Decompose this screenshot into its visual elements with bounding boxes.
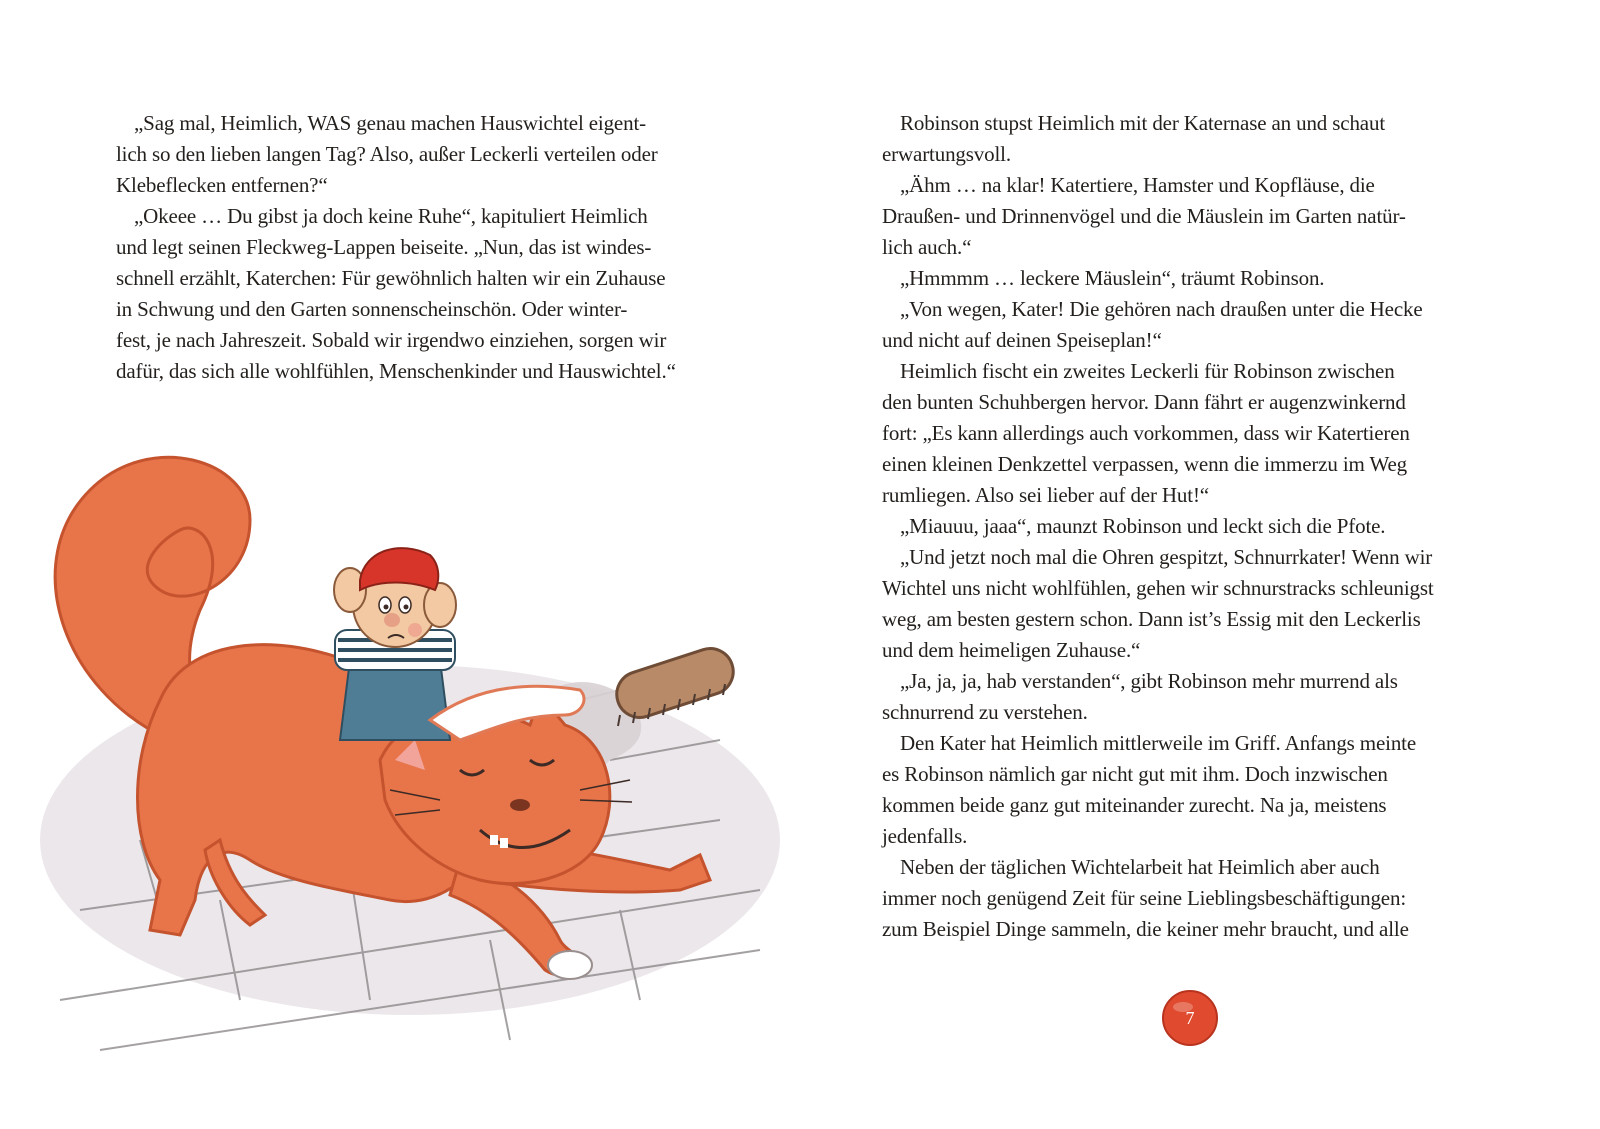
text-line: erwartungsvoll. bbox=[882, 142, 1011, 166]
text-line: immer noch genügend Zeit für seine Lieblingsbeschäftigungen: bbox=[882, 886, 1407, 910]
text-line: Den Kater hat Heimlich mittlerweile im Griff. Anfangs meinte bbox=[900, 731, 1417, 755]
text-line: Draußen- und Drinnenvögel und die Mäuslein im Garten natür- bbox=[882, 204, 1406, 228]
text-line: schnurrend zu verstehen. bbox=[882, 700, 1088, 724]
text-line: „Okeee … Du gibst ja doch keine Ruhe“, kapituliert Heimlich bbox=[134, 204, 648, 228]
text-line: „Und jetzt noch mal die Ohren gespitzt, Schnurrkater! Wenn wir bbox=[900, 545, 1433, 569]
text-line: es Robinson nämlich gar nicht gut mit ihm. Doch inzwischen bbox=[882, 762, 1388, 786]
text-line: „Ähm … na klar! Katertiere, Hamster und Kopfläuse, die bbox=[900, 173, 1375, 197]
text-line: schnell erzählt, Katerchen: Für gewöhnlich halten wir ein Zuhause bbox=[116, 266, 666, 290]
text-line: kommen beide ganz gut miteinander zurecht. Na ja, meistens bbox=[882, 793, 1387, 817]
left-page-text bbox=[116, 108, 716, 387]
brush-icon bbox=[611, 643, 739, 726]
text-line: „Sag mal, Heimlich, WAS genau machen Hauswichtel eigent- bbox=[134, 111, 646, 135]
right-page-text bbox=[882, 108, 1482, 945]
text-line: fort: „Es kann allerdings auch vorkommen, dass wir Katertieren bbox=[882, 421, 1410, 445]
text-line: rumliegen. Also sei lieber auf der Hut!“ bbox=[882, 483, 1209, 507]
text-line: und legt seinen Fleckweg-Lappen beiseite. „Nun, das ist windes- bbox=[116, 235, 652, 259]
text-line: „Von wegen, Kater! Die gehören nach draußen unter die Hecke bbox=[900, 297, 1423, 321]
gnome-icon bbox=[334, 548, 456, 740]
page-number-badge bbox=[1161, 989, 1219, 1047]
text-line: in Schwung und den Garten sonnenscheinschön. Oder winter- bbox=[116, 297, 628, 321]
text-line: fest, je nach Jahreszeit. Sobald wir irgendwo einziehen, sorgen wir bbox=[116, 328, 667, 352]
right-page bbox=[800, 0, 1600, 1129]
text-line: Heimlich fischt ein zweites Leckerli für Robinson zwischen bbox=[900, 359, 1395, 383]
text-line: einen kleinen Denkzettel verpassen, wenn die immerzu im Weg bbox=[882, 452, 1407, 476]
text-line: Neben der täglichen Wichtelarbeit hat Heimlich aber auch bbox=[900, 855, 1380, 879]
text-line: weg, am besten gestern schon. Dann ist’s Essig mit den Leckerlis bbox=[882, 607, 1421, 631]
text-line: Wichtel uns nicht wohlfühlen, gehen wir schnurstracks schleunigst bbox=[882, 576, 1434, 600]
gnome-overalls bbox=[340, 660, 450, 740]
text-line: und dem heimeligen Zuhause.“ bbox=[882, 638, 1141, 662]
text-line: den bunten Schuhbergen hervor. Dann fährt er augenzwinkernd bbox=[882, 390, 1406, 414]
text-line: Klebeflecken entfernen?“ bbox=[116, 173, 328, 197]
text-line: „Hmmmm … leckere Mäuslein“, träumt Robinson. bbox=[900, 266, 1325, 290]
text-line: „Miauuu, jaaa“, maunzt Robinson und leckt sich die Pfote. bbox=[900, 514, 1386, 538]
text-line: Robinson stupst Heimlich mit der Katernase an und schaut bbox=[900, 111, 1386, 135]
text-line: „Ja, ja, ja, hab verstanden“, gibt Robinson mehr murrend als bbox=[900, 669, 1398, 693]
cat-white-paw bbox=[548, 951, 592, 979]
text-line: und nicht auf deinen Speiseplan!“ bbox=[882, 328, 1162, 352]
text-line: zum Beispiel Dinge sammeln, die keiner mehr braucht, und alle bbox=[882, 917, 1409, 941]
cat-and-gnome-illustration bbox=[20, 440, 780, 1080]
text-line: jedenfalls. bbox=[882, 824, 968, 848]
text-line: lich auch.“ bbox=[882, 235, 972, 259]
text-line: lich so den lieben langen Tag? Also, außer Leckerli verteilen oder bbox=[116, 142, 658, 166]
text-line: dafür, das sich alle wohlfühlen, Menschenkinder und Hauswichtel.“ bbox=[116, 359, 676, 383]
page-number: 7 bbox=[1185, 1008, 1195, 1028]
